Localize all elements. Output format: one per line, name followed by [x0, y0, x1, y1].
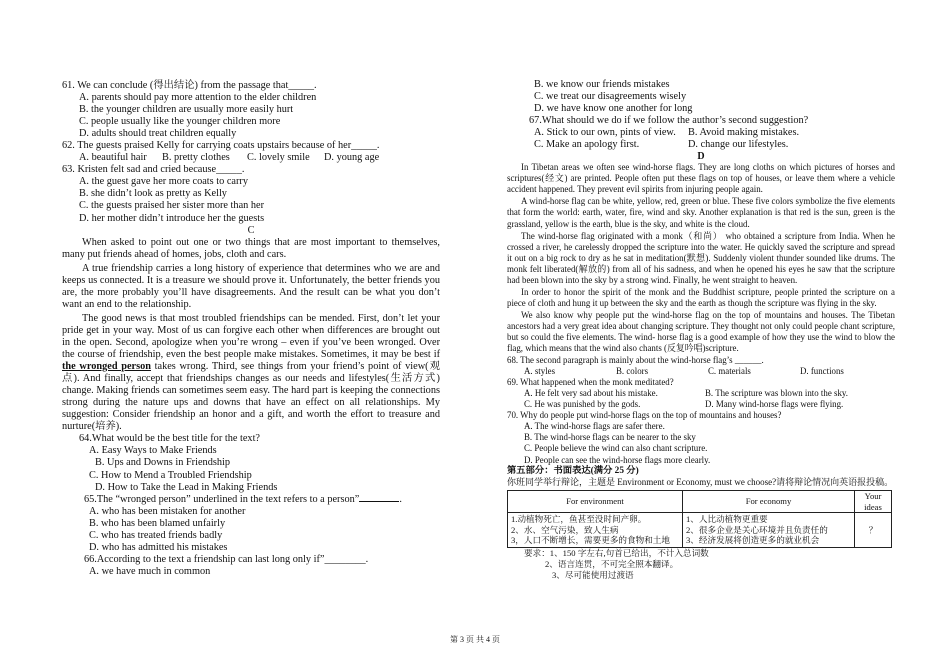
q70-option-b: B. The wind-horse flags can be nearer to the sky: [524, 432, 696, 443]
q63-option-d: D. her mother didn’t introduce her the guests: [79, 212, 265, 224]
environment-point-2: 2、水、空气污染，致人生病: [511, 524, 619, 535]
economy-point-2: 2、很多企业是关心环境并且负责任的: [686, 524, 828, 535]
q61-option-c: C. people usually like the younger children more: [79, 116, 281, 128]
q64-stem: 64.What would be the best title for the text?: [79, 433, 260, 445]
q62-option-c: C. lovely smile: [247, 152, 310, 164]
q63-stem: 63. Kristen felt sad and cried because_____.: [62, 164, 245, 176]
q61-option-b: B. the younger children are usually more easily hurt: [79, 104, 294, 116]
q69-option-c: C. He was punished by the gods.: [524, 399, 641, 410]
your-ideas-cell: ？: [855, 513, 892, 548]
table-header-environment: For environment: [508, 491, 683, 513]
q68-option-b: B. colors: [616, 366, 649, 377]
q70-option-d: D. People can see the wind-horse flags more clearly.: [524, 454, 711, 465]
economy-points: [683, 513, 855, 548]
table-header-economy: For economy: [683, 491, 855, 513]
q69-options-row-1: [507, 388, 895, 399]
requirement-2: 2、语言连贯，不可完全照本翻译。: [545, 558, 679, 569]
q69-stem: 69. What happened when the monk meditated?: [507, 377, 674, 388]
table-header-your-ideas: Your ideas: [855, 491, 892, 513]
environment-point-1: 1.动植物死亡，鱼甚至没时间产卵。: [511, 514, 647, 525]
passage-d-paragraph-1: In Tibetan areas we often see wind-horse flags. They are long cloths on which pictures of horses and scriptures(经文) are printed. People often put these flags on top of houses, or leave them where a vehicle accident happened. They prevent evil spirits from injuring people again.: [507, 162, 895, 195]
passage-d-paragraph-5: We also know why people put the wind-horse flag on the top of mountains and houses. The Tibetan ancestors had a very great idea about changing scripture. They thought not only could people chant scripture, but so could the five elements. The wind- horse flag is a good example of how they use the wind to blow the flag, which means that the wind also chants (反复吟唱)scripture.: [507, 309, 895, 354]
q67-options-row-1: [507, 127, 895, 139]
q70-option-a: A. The wind-horse flags are safer there.: [524, 421, 665, 432]
q66-option-b: B. we know our friends mistakes: [534, 79, 670, 90]
part5-heading: 第五部分：书面表达(满分 25 分): [507, 465, 639, 476]
left-column: [62, 80, 440, 578]
q65-blank: [359, 501, 399, 502]
environment-point-3: 3，人口不断增长，需要更多的食物和土地: [511, 535, 670, 546]
q65-option-c: C. who has treated friends badly: [89, 529, 223, 541]
q61-option-d: D. adults should treat children equally: [79, 128, 237, 140]
q67-option-a: A. Stick to our own, pints of view.: [534, 127, 676, 139]
right-column: [507, 80, 895, 581]
q68-option-d: D. functions: [800, 366, 844, 377]
q62-stem: 62. The guests praised Kelly for carrying coats upstairs because of her_____.: [62, 140, 380, 152]
q67-stem: 67.What should we do if we follow the author’s second suggestion?: [529, 115, 809, 127]
q61-option-a: A. parents should pay more attention to the elder children: [79, 92, 317, 104]
requirement-1: 要求：1、150 字左右,句首已给出，不计入总词数: [524, 547, 709, 558]
q63-option-c: C. the guests praised her sister more than her: [79, 200, 265, 212]
q63-option-b: B. she didn’t look as pretty as Kelly: [79, 188, 227, 200]
q62-option-b: B. pretty clothes: [162, 152, 230, 164]
writing-topic-table: [507, 490, 892, 548]
passage-d-paragraph-2: A wind-horse flag can be white, yellow, red, green or blue. These five colors symbolize the five elements that form the world: earth, water, fire, wind and sky. Another explanation is that red is the sun, green is the grassland, yellow is the earth, blue is the sky, and white is the cloud.: [507, 196, 895, 229]
q68-option-a: A. styles: [524, 366, 556, 377]
q65-stem-end: .: [399, 493, 402, 505]
passage-d-paragraph-4: In order to honor the spirit of the monk and the Buddhist scripture, people printed the scripture on a piece of cloth and hung it up between the sky and the earth as though the scripture was flying in the sky.: [507, 286, 895, 308]
q68-options: [507, 366, 895, 377]
q66-option-c: C. we treat our disagreements wisely: [534, 91, 687, 103]
q69-options-row-2: [507, 399, 895, 410]
q69-option-a: A. He felt very sad about his mistake.: [524, 388, 658, 399]
q63-option-a: A. the guest gave her more coats to carry: [79, 176, 248, 188]
q70-option-c: C. People believe the wind can also chant scripture.: [524, 443, 708, 454]
q64-option-a: A. Easy Ways to Make Friends: [89, 445, 217, 457]
economy-point-1: 1、人比动植物更重要: [686, 514, 768, 525]
paragraph-3-part-2: takes wrong. Third, see things from your friend’s point of view(观点). And finally, accept that friendships changes as our needs and lifestyles(生活方式) change. Making friends can sometimes seem easy. The hard part is keeping the connections strong during the nature ups and downs that have an effect on all relationships. My suggestion: Consider friendship an honor and a gift, and worth the effort to treasure and nurture(培养).: [62, 361, 441, 433]
q64-option-b: B. Ups and Downs in Friendship: [95, 457, 231, 469]
passage-d-paragraph-3: The wind-horse flag originated with a monk（和尚） who obtained a scripture from India. When he crossed a river, he carelessly dropped the scripture into the water. He quickly saved the scripture and spread it out on a big rock to dry as he sat in meditation(默想). Suddenly violent thunder sounded like drums. The monk felt liberated(解放的) from all of his sadness, and when he opened his eyes he saw that the scripture had been blown into the sky by a strong wind. Finally, he went straight to heaven.: [507, 230, 895, 285]
environment-points: [508, 513, 683, 548]
underlined-wronged-person: the wronged person: [62, 361, 151, 373]
q65-stem-text: 65.The “wronged person” underlined in the text refers to a person”: [84, 493, 360, 505]
passage-d-heading: D: [697, 151, 705, 163]
passage-c-paragraph-1: When asked to point out one or two things that are most important to themselves, many put friends ahead of homes, jobs, cloth and cars.: [62, 236, 440, 260]
q68-option-c: C. materials: [708, 366, 751, 377]
part5-intro: 你班同学举行辩论，主题是 Environment or Economy, must we choose?请将辩论情况向英语报投稿。: [507, 477, 894, 488]
q65-option-b: B. who has been blamed unfairly: [89, 517, 226, 529]
q67-option-b: B. Avoid making mistakes.: [688, 127, 800, 139]
passage-c-paragraph-3: [62, 313, 440, 433]
page-footer: 第 3 页 共 4 页: [450, 635, 500, 644]
q68-stem: 68. The second paragraph is mainly about the wind-horse flag’s ______.: [507, 355, 764, 366]
q66-q67-block: [507, 79, 895, 151]
requirement-3: 3、尽可能使用过渡语: [552, 569, 634, 580]
q61-stem: 61. We can conclude (得出结论) from the passage that_____.: [62, 80, 317, 91]
q69-option-d: D. Many wind-horse flags were flying.: [705, 399, 844, 410]
q65-stem: [62, 494, 440, 506]
q64-option-c: C. How to Mend a Troubled Friendship: [89, 469, 252, 481]
economy-point-3: 3、经济发展将创造更多的就业机会: [686, 535, 820, 546]
q67-option-c: C. Make an apology first.: [534, 139, 640, 151]
passage-c-heading: C: [247, 224, 255, 236]
passage-c-paragraph-2: A true friendship carries a long history of experience that determines who we are and keeps us connected. It is a treasure we should prove it. Unfortunately, the better friends you are, the more probably you’ll have disagreements. And the result can be what you don’t want an end to the relationship.: [62, 262, 440, 310]
q67-options-row-2: [507, 139, 895, 151]
q69-option-b: B. The scripture was blown into the sky.: [705, 388, 848, 399]
q66-option-a: A. we have much in common: [89, 565, 211, 577]
q64-option-d: D. How to Take the Lead in Making Friends: [95, 481, 278, 493]
q67-option-d: D. change our lifestyles.: [688, 139, 789, 151]
q65-option-d: D. who has admitted his mistakes: [89, 541, 228, 553]
q70-stem: 70. Why do people put wind-horse flags on the top of mountains and houses?: [507, 410, 782, 421]
paragraph-3-part-1: The good news is that most troubled friendships can be mended. First, don’t let your pride get in your way. Most of us can forgive each other when differences are brought out in the open. Second, apologize when you’re wrong – even if you’ve been wronged. Over the course of friendship, even the best people make mistakes. Sometimes, it may be best if: [62, 312, 440, 361]
q62-option-a: A. beautiful hair: [79, 152, 147, 164]
q65-option-a: A. who has been mistaken for another: [89, 505, 246, 517]
q62-option-d: D. young age: [324, 152, 380, 164]
q66-option-d: D. we have know one another for long: [534, 103, 693, 115]
q62-options: [62, 152, 440, 164]
q66-stem: 66.According to the text a friendship can last long only if”________.: [84, 553, 369, 565]
